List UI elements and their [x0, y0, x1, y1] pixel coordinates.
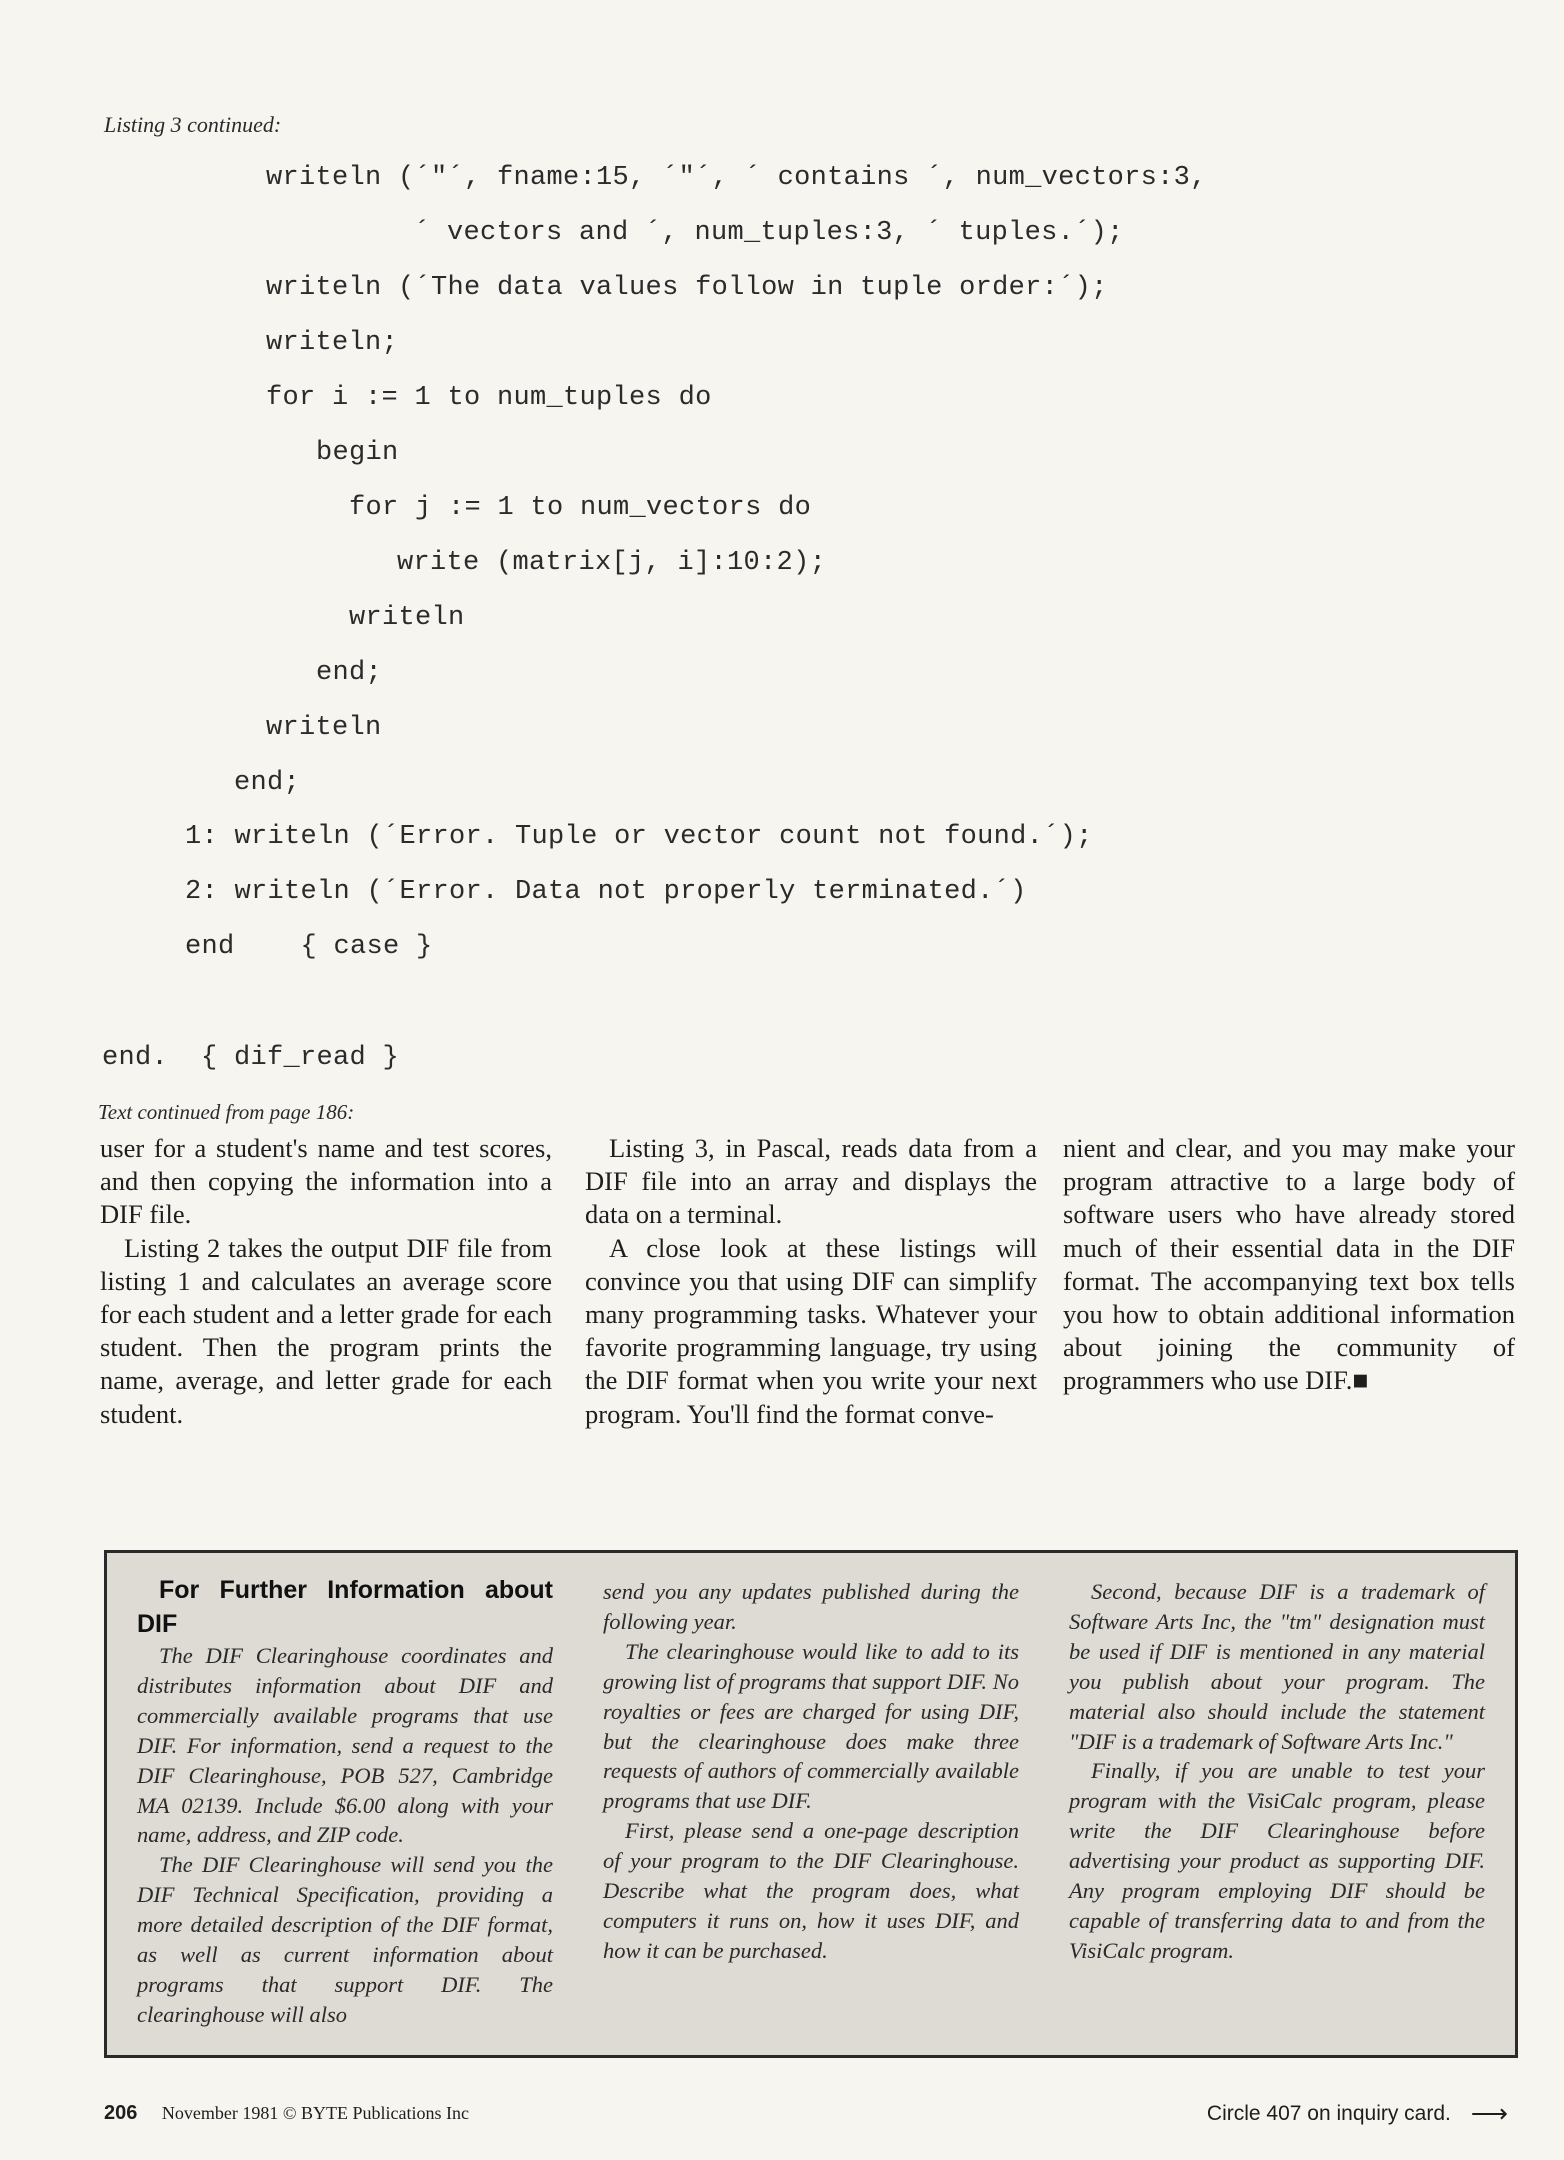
info-box [104, 1550, 1518, 2058]
code-line: end; [234, 768, 301, 798]
code-line: begin [316, 438, 399, 468]
info-box-column-2 [603, 1577, 1019, 1966]
info-box-column-1 [137, 1573, 553, 2030]
paragraph: send you any updates published during the following year. [603, 1579, 1019, 1634]
code-line: end { case } [185, 932, 433, 962]
inquiry-text: Circle 407 on inquiry card. [1206, 2102, 1451, 2125]
listing-caption: Listing 3 continued: [104, 112, 282, 137]
paragraph: The clearinghouse would like to add to its growing list of programs that support DIF. No royalties or fees are charged for using DIF, but the clearinghouse does make three requests of authors of commercially available programs that use DIF. [603, 1638, 1019, 1814]
paragraph: Listing 2 takes the output DIF file from listing 1 and calculates an average score for each student and a letter grade for each student. Then the program prints the name, average, and letter grade for each student. [100, 1232, 552, 1429]
paragraph: Listing 3, in Pascal, reads data from a DIF file into an array and displays the data on a terminal. [585, 1133, 1037, 1230]
code-line: 1: writeln (´Error. Tuple or vector count not found.´); [185, 822, 1093, 852]
code-line: writeln; [266, 328, 399, 358]
inquiry-note [1207, 2098, 1508, 2129]
paragraph: Finally, if you are unable to test your program with the VisiCalc program, please write the DIF Clearinghouse before advertising your product as supporting DIF. Any program employing DIF should be capable of transferring data to and from the VisiCalc program. [1069, 1758, 1485, 1963]
info-box-title: For Further Information about DIF [137, 1576, 553, 1638]
article-column-3 [1063, 1132, 1515, 1398]
arrow-right-icon: ⟶ [1470, 2098, 1508, 2128]
code-line: write (matrix[j, i]:10:2); [397, 548, 827, 578]
code-line: for i := 1 to num_tuples do [266, 383, 712, 413]
code-line: writeln (´"´, fname:15, ´"´, ´ contains ´, num_vectors:3, [266, 163, 1207, 193]
paragraph: nient and clear, and you may make your program attractive to a large body of software users who have already stored much of their essential data in the DIF format. The accompanying text box tells you how to obtain additional information about joining the community of programmers who use DIF.■ [1063, 1133, 1515, 1396]
page-footer [104, 2102, 469, 2125]
page-number: 206 [104, 2102, 138, 2124]
article-column-1 [100, 1132, 552, 1431]
info-box-column-3 [1069, 1577, 1485, 1966]
code-line: end; [316, 658, 383, 688]
paragraph: First, please send a one-page description of your program to the DIF Clearinghouse. Describe what the program does, what computers it runs on, how it uses DIF, and how it can be purchased. [603, 1818, 1019, 1963]
article-column-2 [585, 1132, 1037, 1431]
code-line: 2: writeln (´Error. Data not properly terminated.´) [185, 877, 1027, 907]
paragraph: The DIF Clearinghouse will send you the DIF Technical Specification, providing a more detailed description of the DIF format, as well as current information about programs that support DIF. The clearinghouse will also [137, 1852, 553, 2027]
paragraph: A close look at these listings will convince you that using DIF can simplify many programming tasks. Whatever your favorite programming language, try using the DIF format when you write your next program. You'll find the format conve- [585, 1232, 1037, 1429]
code-line: end. { dif_read } [102, 1043, 400, 1073]
continued-note: Text continued from page 186: [98, 1100, 355, 1124]
code-line: for j := 1 to num_vectors do [349, 493, 812, 523]
code-line: writeln (´The data values follow in tuple order:´); [266, 273, 1108, 303]
paragraph: The DIF Clearinghouse coordinates and distributes information about DIF and commercially available programs that use DIF. For information, send a request to the DIF Clearinghouse, POB 527, Cambridge MA 02139. Include $6.00 along with your name, address, and ZIP code. [137, 1643, 553, 1848]
code-line: writeln [349, 603, 465, 633]
paragraph: user for a student's name and test scores, and then copying the information into a DIF file. [100, 1133, 552, 1230]
code-line: ´ vectors and ´, num_tuples:3, ´ tuples.´); [414, 218, 1124, 248]
code-line: writeln [266, 713, 382, 743]
issue-line: November 1981 © BYTE Publications Inc [161, 2103, 469, 2123]
paragraph: Second, because DIF is a trademark of Software Arts Inc, the "tm" designation must be used if DIF is mentioned in any material you publish about your program. The material also should include the statement "DIF is a trademark of Software Arts Inc." [1069, 1579, 1485, 1754]
